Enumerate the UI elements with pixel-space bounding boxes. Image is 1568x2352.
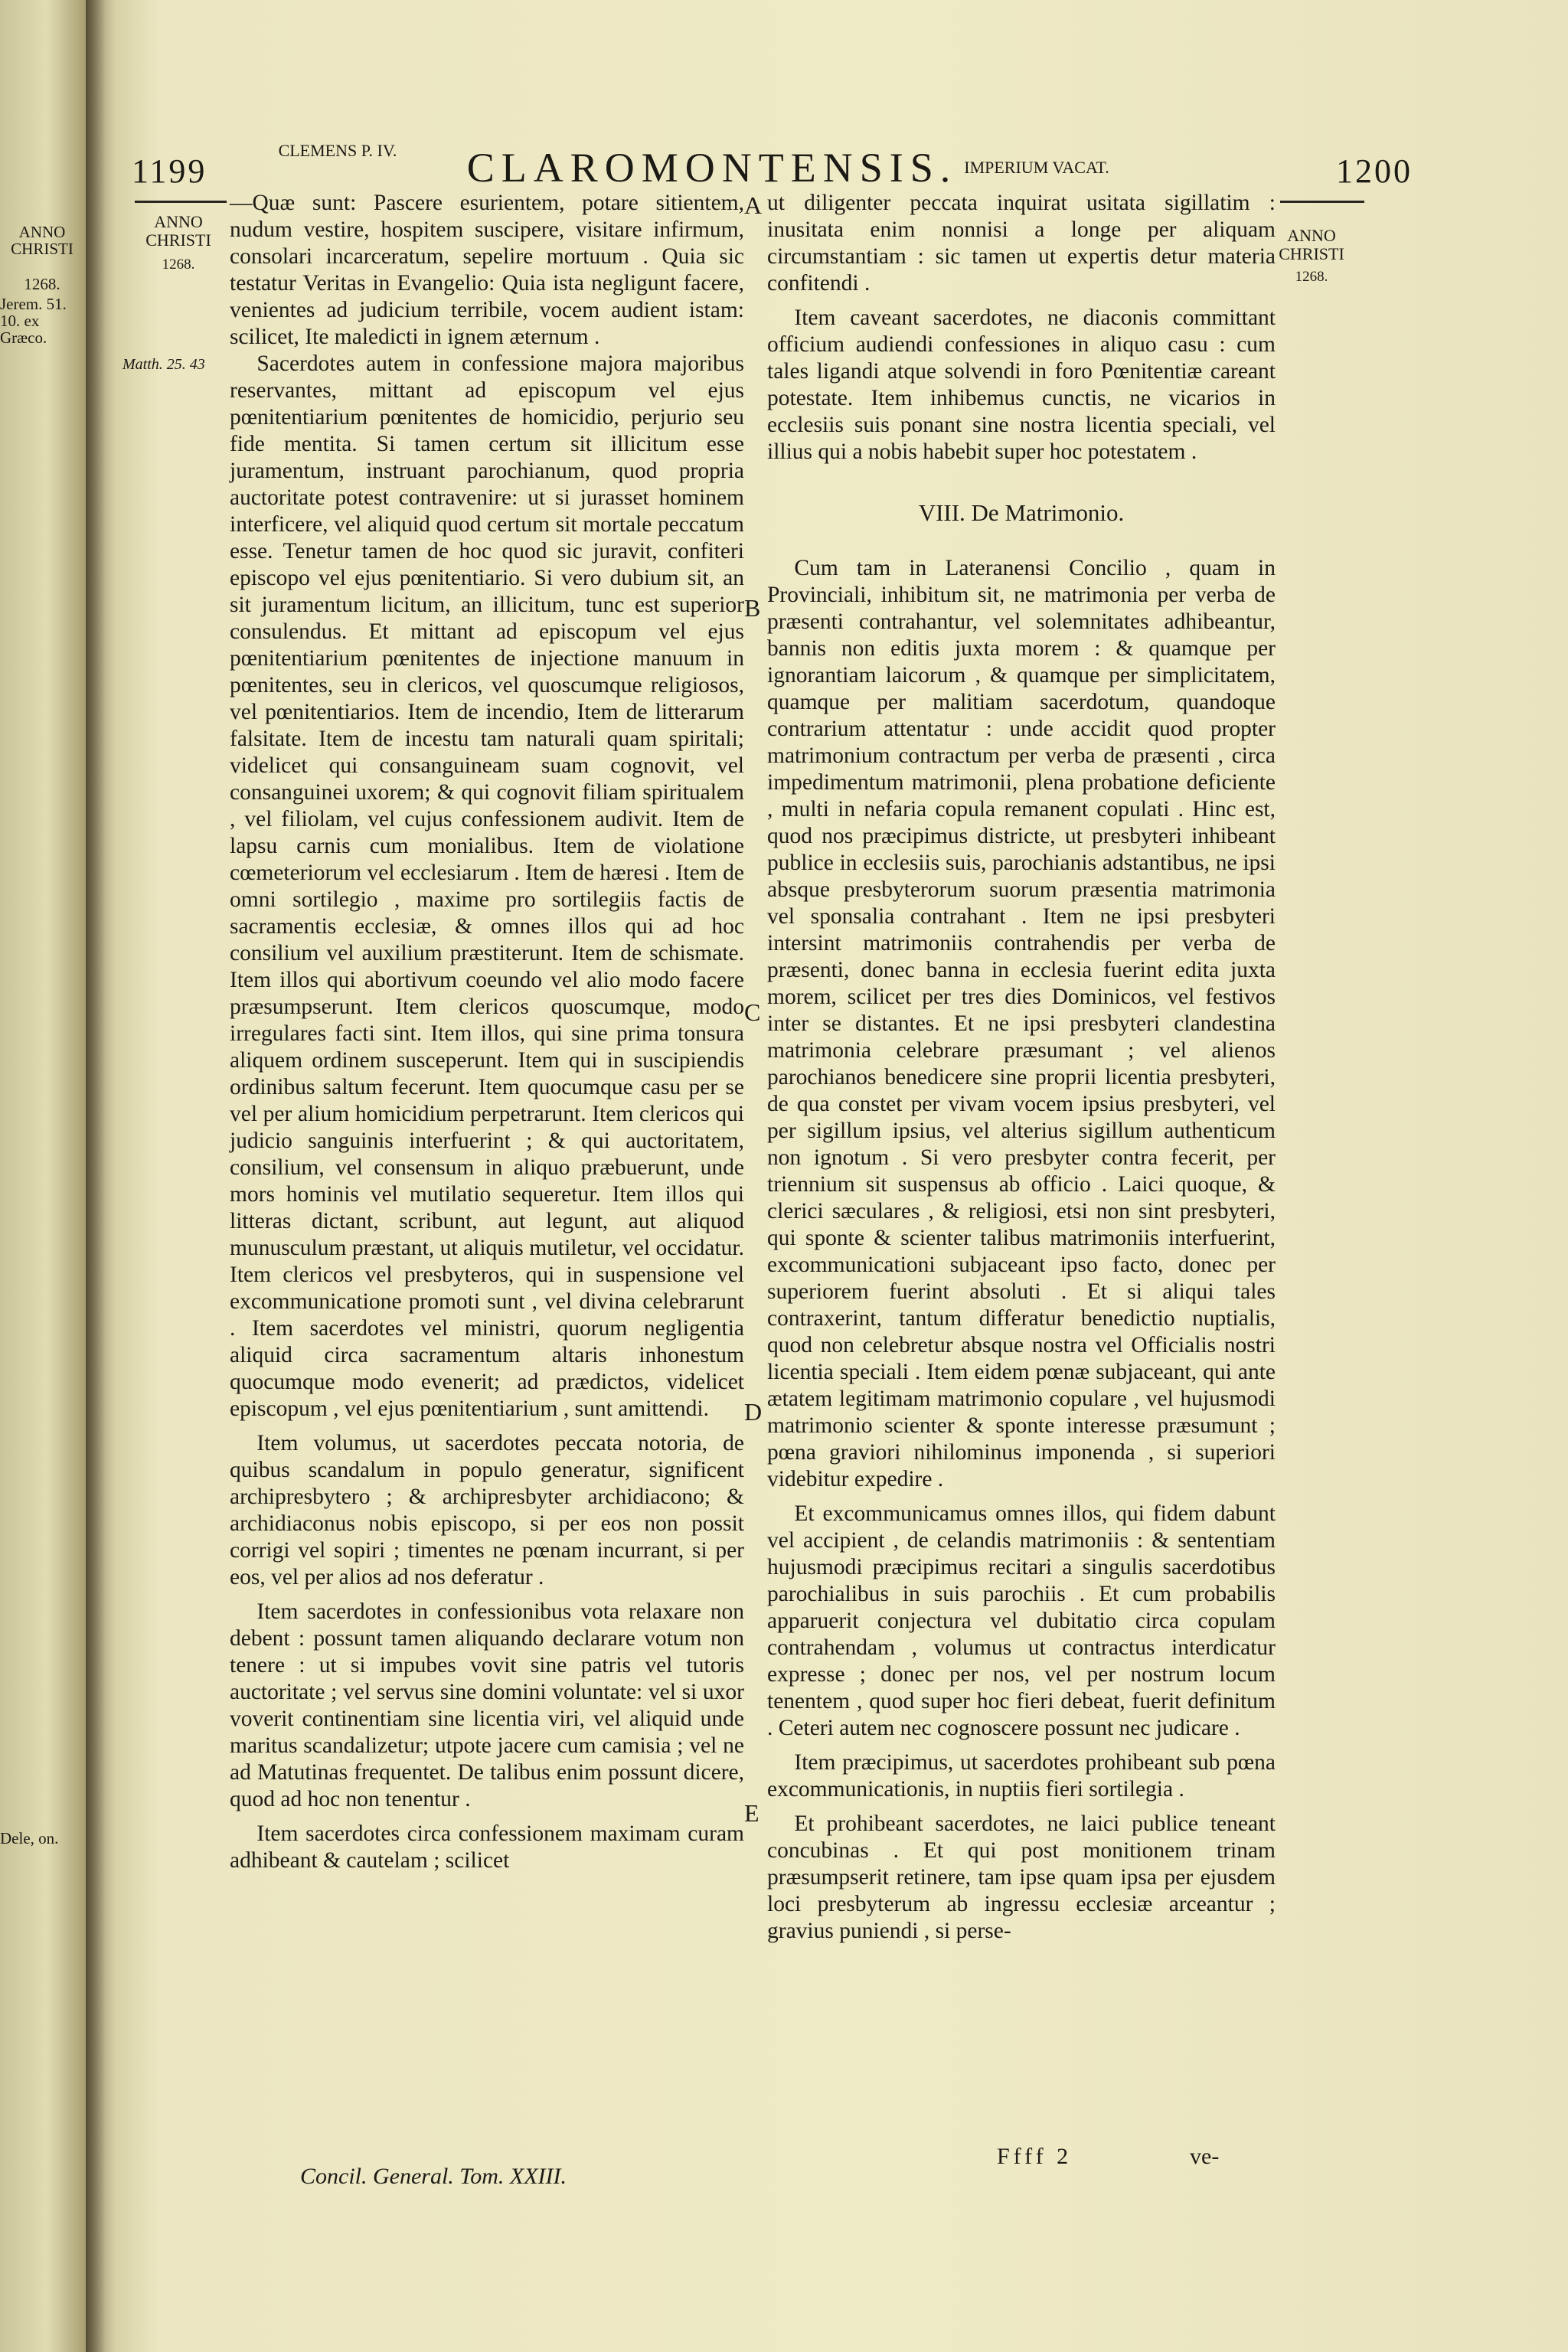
- prev-bottom-note: Dele, on.: [0, 1829, 59, 1847]
- left-column: [230, 190, 744, 1874]
- running-head-left: CLEMENS P. IV.: [278, 141, 397, 160]
- page-title: CLAROMONTENSIS.: [466, 145, 958, 191]
- right-paragraph-1: ut diligenter peccata inquirat usitata sigillatim : inusitata enim nonnisi a longe per aliquam circumstantiam : sic tamen ut expertis detur materia confitendi .: [767, 191, 1276, 296]
- footer-volume: Concil. General. Tom. XXIII.: [300, 2164, 567, 2189]
- left-paragraph-4: Item sacerdotes in confessionibus vota relaxare non debent : possunt tamen aliquando declarare votum non tenere : ut si impubes vovit sine patris vel tutoris auctoritate ; vel servus sine domini voluntate: vel si uxor voverit continentiam sine licentia viri, vel aliquid unde maritus scandalizetur; utpote jacere cum camisia ; vel ne ad Matutinas frequentet. De talibus enim possunt dicere, quod ad hoc non tenentur .: [230, 1599, 744, 1811]
- left-paragraph-5: Item sacerdotes circa confessionem maximam curam adhibeant & cautelam ; scilicet: [230, 1821, 744, 1873]
- section-letter-b: B: [744, 594, 761, 622]
- right-paragraph-3: Cum tam in Lateranensi Concilio , quam in Provinciali, inhibitum sit, ne matrimonia per verba de præsenti contrahantur, vel solemnitates adhibeantur, bannis non editis juxta morem : & quamque per ignorantiam laicorum , & quamque per simplicitatem, quamque per malitiam sacerdotum, quandoque contrarium attentatur : unde accidit quod propter matrimonium contractum per verba de præsenti , circa impedimentum matrimonii, plena probatione deficiente , multi in nefaria copula remanent copulati . Hinc est, quod nos præcipimus districte, ut presbyteri inhibeant publice in ecclesiis suis, parochianis adstantibus, ne ipsi absque presbyterorum suorum præsentia matrimonia vel sponsalia contrahant . Item ne ipsi presbyteri intersint matrimoniis contrahendis per verba de præsenti, donec banna in ecclesia fuerint edita juxta morem, scilicet per tres dies Dominicos, vel festivos inter se distantes. Et ne ipsi presbyteri clandestina matrimonia celebrare præsumant ; vel alienos parochianos benedicere sine proprii licentia presbyteri, de qua constet per vivam vocem ipsius presbyteri, vel per sigillum ipsius, vel alterius sigillum authenticum non ignotum . Si vero presbyter contra fecerit, per triennium sit suspensus ab officio . Laici quoque, & clerici sæculares , & religiosi, etsi non sint presbyteri, qui sponte & scienter talibus matrimoniis interfuerint, excommunicationi subjaceant ipso facto, donec per superiorem fuerint absoluti . Et si aliqui tales contraxerint, tantum differatur benedictio nuptialis, quod non celebretur absque nostra vel Officialis nostri licentia speciali . Item eidem pœnæ subjaceant, qui ante ætatem legitimam matrimonio copulare , vel hujusmodi matrimonio scienter & sponte interesse præsumunt ; pœna graviori nihilominus imponenda , si superiori videbitur expedire .: [767, 556, 1276, 1491]
- prev-anno-label: ANNO CHRISTI: [11, 223, 74, 258]
- page-number-right: 1200: [1336, 152, 1413, 190]
- rule-left: [135, 201, 227, 203]
- section-letter-c: C: [744, 998, 761, 1026]
- right-paragraph-6: Et prohibeant sacerdotes, ne laici publice teneant concubinas . Et qui post monitionem trinam præsumpserit retinere, tam ipse quam ipsa per ejusdem loci presbyterum ab ingressu ecclesiæ arceantur ; gravius puniendi , si perse-: [767, 1811, 1276, 1943]
- right-column: [767, 190, 1276, 1945]
- section-letter-d: D: [744, 1398, 763, 1426]
- left-paragraph-2: Sacerdotes autem in confessione majora majoribus reservantes, mittant ad episcopum vel ejus pœnitentiarium pœnitentes de homicidio, perjurio seu fide mentita. Si tamen certum sit illicitum esse juramentum, instruant parochianum, quod propria auctoritate potest contravenire: ut si jurasset hominem interficere, vel aliquid quod certum sit mortale peccatum esse. Tenetur tamen de hoc quod sic juravit, confiteri episcopo vel ejus pœnitentiario. Si vero dubium sit, an sit juramentum licitum, an illicitum, tunc est superior consulendus. Et mittant ad episcopum vel ejus pœnitentiarium pœnitentes de injectione manuum in pœnitentes, seu in clericos, vel quoscumque religiosos, vel pœnitentiarios. Item de incendio, Item de litterarum falsitate. Item de incestu tam naturali quam spiritali; videlicet qui consanguineam suam cognovit, vel consanguinei uxorem; & qui cognovit filiam spiritualem , vel filiolam, vel cujus confessionem audivit. Item de lapsu carnis cum monialibus. Item de violatione cœmeteriorum vel ecclesiarum . Item de hæresi . Item de omni sortilegio , maxime pro sortilegiis factis de sacramentis ecclesiæ, & omnes illos qui ad hoc consilium vel auxilium præstiterunt. Item de schismate. Item illos qui abortivum coeundo vel alio modo facere præsumpserunt. Item clericos quoscumque, modo irregulares facti sint. Item illos, qui sine prima tonsura aliquem ordinem susceperunt. Item qui in suscipiendis ordinibus saltum fecerunt. Item quocumque casu per se vel per alium homicidium perpetrarunt. Item clericos qui judicio sanguinis interfuerint ; & qui auctoritatem, consilium, vel consensum in aliquo præbuerunt, unde mors hominis vel mutilatio sequeretur. Item illos qui litteras dictant, scribunt, aut legunt, aut aliquod munusculum præstant, ut aliquis mutiletur, vel occidatur. Item clericos vel presbyteros, qui in suspensione vel excommunicatione promoti sunt , vel divina celebrarunt . Item sacerdotes vel ministri, quorum negligentia aliquid circa sacramentum altaris inhonestum quocumque modo evenerit; ad prædictos, videlicet episcopum , vel ejus pœnitentiarium , sunt amittendi.: [230, 351, 744, 1421]
- catchword: ve-: [1190, 2144, 1220, 2169]
- scripture-citation: Matth. 25. 43: [122, 356, 205, 373]
- year-left: 1268.: [162, 256, 195, 273]
- page-gutter-shadow: [86, 0, 106, 2352]
- section-heading-matrimonio: VIII. De Matrimonio.: [918, 499, 1125, 526]
- section-letter-a: A: [744, 191, 763, 219]
- right-paragraph-5: Item præcipimus, ut sacerdotes prohibeant sub pœna excommunicationis, in nuptiis fieri sortilegia .: [767, 1750, 1276, 1802]
- signature-mark: Ffff 2: [997, 2144, 1073, 2169]
- left-paragraph-1: —Quæ sunt: Pascere esurientem, potare sitientem, nudum vestire, hospitem suscipere, visitare infirmum, consolari incarceratum, sepelire mortuum . Quia sic testatur Veritas in Evangelio: Quia ista negligunt facere, venientes ad judicium terribile, vocem audient istam: scilicet, Ite maledicti in ignem æternum .: [230, 191, 744, 349]
- anno-christi-left: ANNO CHRISTI: [145, 212, 211, 250]
- year-right: 1268.: [1295, 269, 1328, 285]
- running-head-right: IMPERIUM VACAT.: [964, 158, 1109, 177]
- previous-page-edge: [0, 0, 86, 2352]
- left-paragraph-3: Item volumus, ut sacerdotes peccata notoria, de quibus scandalum in populo generatur, significent archipresbytero ; & archipresbyter archidiacono; & archidiaconus nobis episcopo, si per eos non possit corrigi vel sopiri ; timentes ne pœnam incurrant, si per eos, vel per alios ad nos deferatur .: [230, 1431, 744, 1589]
- rule-right: [1280, 201, 1364, 203]
- prev-year-label: 1268.: [24, 275, 60, 293]
- page-number-left: 1199: [132, 152, 207, 190]
- anno-christi-right: ANNO CHRISTI: [1279, 226, 1344, 263]
- section-letter-e: E: [744, 1799, 760, 1827]
- prev-note: Jerem. 51. 10. ex Græco.: [0, 295, 67, 347]
- right-paragraph-2: Item caveant sacerdotes, ne diaconis committant officium audiendi confessiones in aliquo casu : cum tales ligandi atque solvendi in foro Pœnitentiæ careant potestate. Item inhibemus cunctis, ne vicarios in ecclesiis suis ponant sine nostra licentia speciali, vel illius qui a nobis habebit super hoc potestatem .: [767, 305, 1276, 464]
- right-paragraph-4: Et excommunicamus omnes illos, qui fidem dabunt vel accipient , de celandis matrimoniis : & sententiam hujusmodi præcipimus recitari a singulis sacerdotibus parochialibus in suis parochiis . Et cum probabilis apparuerit conjectura vel dubitatio circa copulam contrahendam , volumus ut contractus interdicatur expresse ; donec per nos, vel per nostrum locum tenentem , quod super hoc fieri debeat, fuerit definitum . Ceteri autem nec cognoscere possunt nec judicare .: [767, 1501, 1276, 1740]
